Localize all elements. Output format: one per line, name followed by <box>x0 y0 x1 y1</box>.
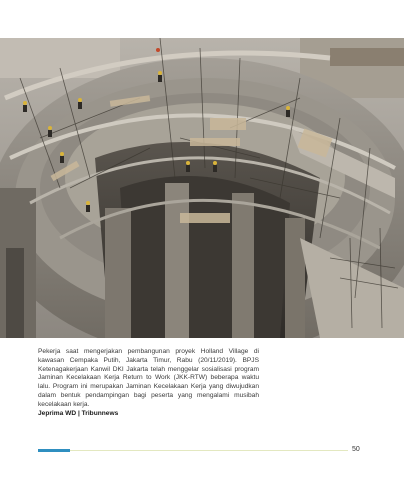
footer-accent-bar <box>38 449 70 452</box>
footer-rule <box>38 449 348 452</box>
page-number: 50 <box>352 446 360 453</box>
construction-photo <box>0 38 404 338</box>
photo-credit: Jeprima WD | Tribunnews <box>38 409 119 417</box>
footer-divider-line <box>70 450 348 451</box>
photo-caption <box>38 348 259 418</box>
caption-text: Pekerja saat mengerjakan pembangunan proyek Holland Village di kawasan Cempaka Putih, Jakarta Timur, Rabu (20/11/2019). BPJS Ketenagakerjaan Kanwil DKI Jakarta telah menggelar sosialisasi program Jaminan Kecelakaan Kerja Return to Work (JKK-RTW) beberapa waktu lalu. Program ini merupakan Jaminan Kecelakaan Kerja yang diwujudkan dalam bentuk pendampingan bagi peserta yang mengalami musibah kecelakaan kerja. <box>38 348 259 408</box>
